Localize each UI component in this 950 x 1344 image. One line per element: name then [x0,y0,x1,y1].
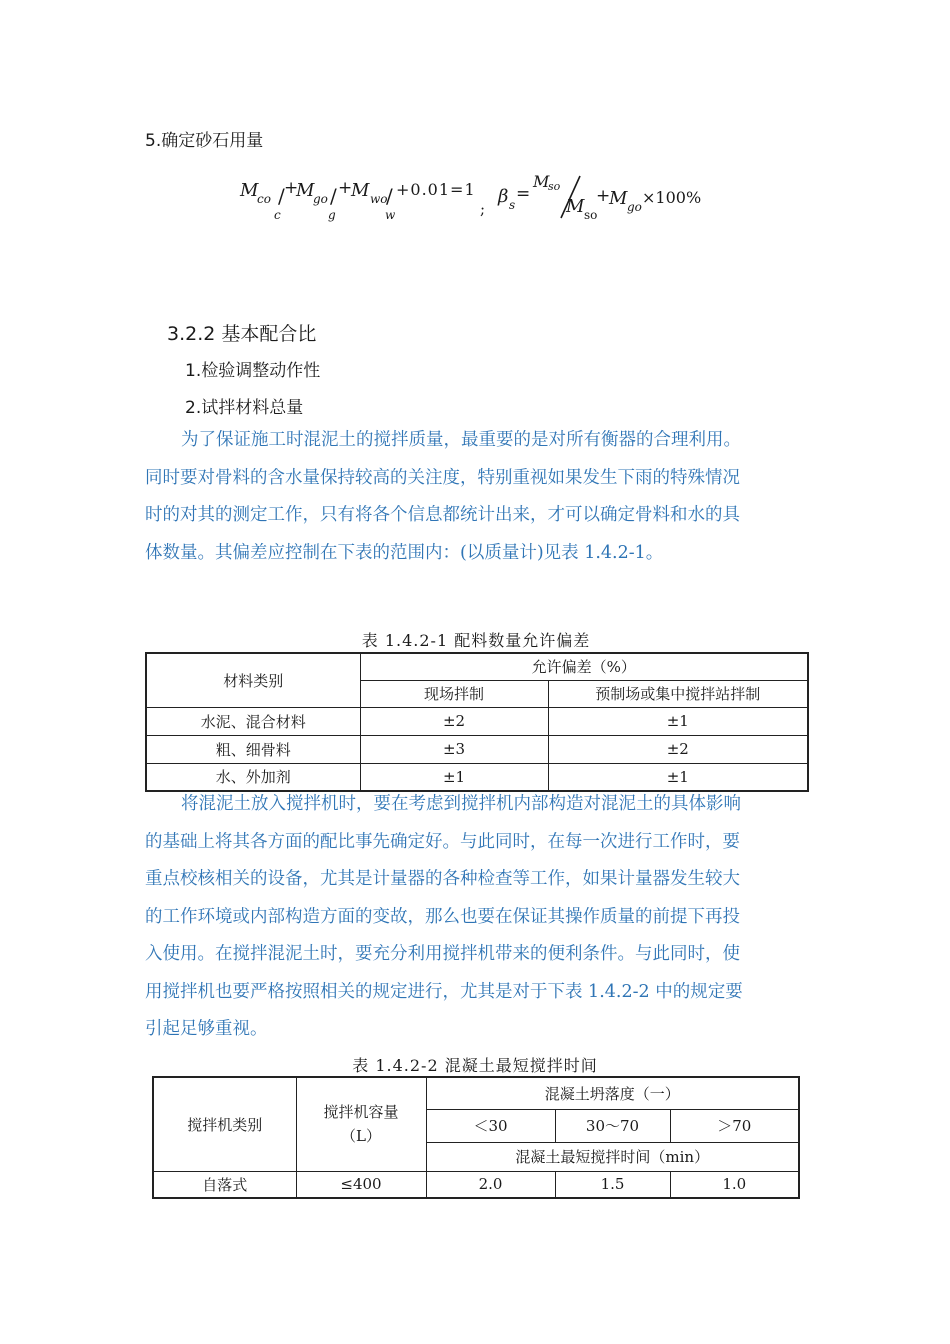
table2-header-slump: 混凝土坍落度（一） [426,1077,799,1109]
formula-block [240,172,720,232]
table1-cell-plant: ±1 [548,763,808,791]
paragraph-line: 的工作环境或内部构造方面的变故，那么也要在保证其操作质量的前提下再投 [145,906,740,927]
table1-cell-site: ±1 [360,763,548,791]
formula-term-main: M [351,180,370,201]
formula-tail-sub: go [627,200,642,214]
formula-equals: = [516,184,531,204]
table2-header-slump-1: ＜30 [426,1109,555,1142]
formula-num-sub: so [548,180,561,193]
paragraph-line: 将混泥土放入搅拌机时，要在考虑到搅拌机内部构造对混泥土的具体影响 [181,794,741,814]
table1-header-site: 现场拌制 [360,680,548,707]
table1-header-plant: 预制场或集中搅拌站拌制 [548,680,808,707]
section-item-2: 2.试拌材料总量 [185,398,304,418]
table2-caption: 表 1.4.2-2 混凝土最短搅拌时间 [352,1056,598,1075]
table2 [152,1076,800,1199]
formula-tail-plus: + [596,186,611,206]
table1-header-material: 材料类别 [146,653,360,707]
table2-cell-t3: 1.0 [670,1171,799,1198]
formula-term-sub: co [257,192,271,206]
table2-header-time: 混凝土最短搅拌时间（min） [426,1142,799,1171]
paragraph-line: 的基础上将其各方面的配比事先确定好。与此同时，在每一次进行工作时，要 [145,831,740,852]
formula-tail-rest: ×100% [642,188,702,207]
formula-separator: ; [480,200,486,218]
section-title: 3.2.2 基本配合比 [167,323,317,345]
table2-header-capacity [296,1077,426,1171]
formula-beta: β [498,186,509,207]
table1-cell-site: ±2 [360,707,548,735]
paragraph-line: 入使用。在搅拌混泥土时，要充分利用搅拌机带来的便利条件。与此同时，使 [145,944,740,964]
formula-slash: / [278,184,285,208]
table1-cell-material: 水、外加剂 [146,763,360,791]
formula-beta-sub: s [509,198,516,212]
paragraph-line: 为了保证施工时混泥土的搅拌质量，最重要的是对所有衡器的合理利用。 [181,430,741,450]
formula-slash: / [330,184,337,208]
formula-term-den: w [385,208,396,222]
paragraph-line: 重点校核相关的设备，尤其是计量器的各种检查等工作，如果计量器发生较大 [145,869,740,889]
paragraph-2 [145,786,810,1049]
table-row [146,707,808,735]
formula-term-den: g [328,208,336,222]
table2-header-capacity-unit: （L） [341,1127,381,1146]
formula-term-sub: go [313,192,328,206]
step-label: 5.确定砂石用量 [145,131,264,151]
table1-cell-material: 粗、细骨料 [146,735,360,763]
table1 [145,652,809,792]
formula-num: M [533,172,550,191]
table2-header-type: 搅拌机类别 [153,1077,296,1171]
table1-caption: 表 1.4.2-1 配料数量允许偏差 [361,631,591,650]
table2-header-slump-2: 30～70 [555,1109,670,1142]
table1-cell-plant: ±2 [548,735,808,763]
formula-term-sub: wo [370,192,388,206]
table-row [153,1171,799,1198]
table2-cell-t2: 1.5 [555,1171,670,1198]
table1-cell-material: 水泥、混合材料 [146,707,360,735]
formula-tail-main: M [609,188,628,209]
formula-term-main: M [296,180,315,201]
table1-header-group: 允许偏差（%） [360,653,808,680]
section-item-1: 1.检验调整动作性 [185,361,321,381]
table2-header-slump-3: ＞70 [670,1109,799,1142]
formula-den-sub: so [584,208,598,222]
table2-cell-capacity: ≤400 [296,1171,426,1198]
formula-term-den: c [274,208,281,222]
paragraph-1 [145,422,810,572]
table1-cell-plant: ±1 [548,707,808,735]
formula-constant: +0.01=1 [396,180,476,199]
paragraph-line: 时的对其的测定工作，只有将各个信息都统计出来，才可以确定骨料和水的具 [145,505,740,525]
paragraph-line: 用搅拌机也要严格按照相关的规定进行，尤其是对于下表 1.4.2-2 中的规定要 [145,981,743,1002]
paragraph-line: 体数量。其偏差应控制在下表的范围内：(以质量计)见表 1.4.2-1。 [145,542,664,563]
table2-cell-type: 自落式 [153,1171,296,1198]
table2-cell-t1: 2.0 [426,1171,555,1198]
formula-plus: + [284,178,299,198]
table-row [146,735,808,763]
formula-term-main: M [240,180,259,201]
table2-header-capacity-label: 搅拌机容量 [323,1103,399,1122]
formula-plus: + [338,178,353,198]
table1-cell-site: ±3 [360,735,548,763]
formula-den: M [566,196,585,217]
paragraph-line: 引起足够重视。 [145,1019,268,1039]
formula-slash: / [386,184,393,208]
paragraph-line: 同时要对骨料的含水量保持较高的关注度，特别重视如果发生下雨的特殊情况 [145,467,740,488]
